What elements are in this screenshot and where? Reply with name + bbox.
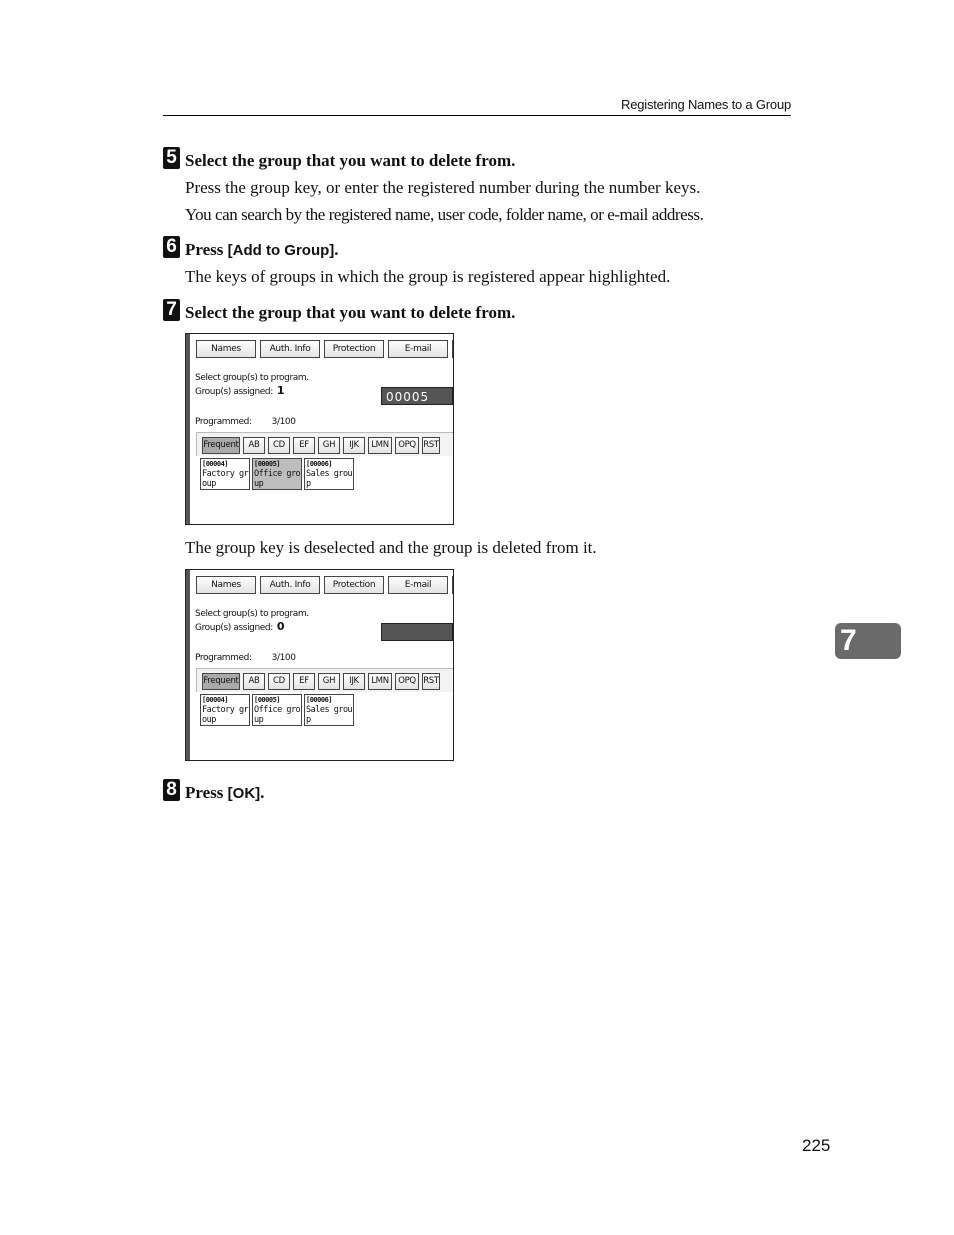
group-key-factory[interactable]: [200, 694, 250, 726]
screen-after: [185, 569, 454, 761]
add-to-group-key: [Add to Group]: [227, 242, 335, 259]
tab-more[interactable]: [452, 340, 454, 358]
screen-before: [185, 333, 454, 525]
group-key-line1: Factory gr: [202, 469, 249, 479]
registration-number-display: [381, 623, 453, 641]
group-key-office[interactable]: [252, 694, 302, 726]
groups-assigned-count: 1: [276, 384, 285, 397]
programmed-row: [195, 653, 296, 663]
group-key-number: [00005]: [254, 460, 281, 468]
tab-names[interactable]: Names: [196, 340, 256, 358]
tab-email[interactable]: E-mail: [388, 576, 448, 594]
tab-auth-info[interactable]: Auth. Info: [260, 576, 320, 594]
groups-assigned-row: [195, 620, 284, 633]
group-key-number: [00004]: [202, 696, 229, 704]
key-ijk[interactable]: IJK: [343, 673, 365, 690]
groups-assigned-label: Group(s) assigned:: [195, 623, 273, 633]
page-number: 225: [802, 1136, 831, 1155]
step-7-title: Select the group that you want to delete from.: [185, 303, 516, 322]
key-opq[interactable]: OPQ: [395, 673, 419, 690]
group-key-line1: Sales grou: [306, 705, 353, 715]
group-key-line1: Office gro: [254, 469, 301, 479]
group-key-line2: up: [254, 715, 264, 725]
tab-protection[interactable]: Protection: [324, 340, 384, 358]
tab-more[interactable]: [452, 576, 454, 594]
step-5-text-2: You can search by the registered name, user code, folder name, or e-mail address.: [185, 205, 704, 224]
group-key-line1: Sales grou: [306, 469, 353, 479]
programmed-row: [195, 417, 296, 427]
key-cd[interactable]: CD: [268, 437, 290, 454]
select-groups-label: Select group(s) to program.: [195, 373, 309, 383]
step-6-title: [185, 240, 339, 260]
tab-names[interactable]: Names: [196, 576, 256, 594]
programmed-value: 3/100: [271, 417, 296, 427]
header-title: Registering Names to a Group: [621, 97, 791, 112]
step-6-prefix: Press: [185, 240, 228, 259]
key-ef[interactable]: EF: [293, 437, 315, 454]
step-5-title: Select the group that you want to delete from.: [185, 151, 516, 170]
title-key-row: [196, 668, 454, 692]
group-key-line1: Factory gr: [202, 705, 249, 715]
select-groups-label: Select group(s) to program.: [195, 609, 309, 619]
key-frequent[interactable]: Frequent: [202, 673, 240, 690]
key-ab[interactable]: AB: [243, 437, 265, 454]
group-key-line2: oup: [202, 715, 216, 725]
group-key-number: [00006]: [306, 696, 333, 704]
key-rst[interactable]: RST: [422, 673, 440, 690]
key-ijk[interactable]: IJK: [343, 437, 365, 454]
key-gh[interactable]: GH: [318, 673, 340, 690]
group-key-sales[interactable]: [304, 458, 354, 490]
group-key-number: [00004]: [202, 460, 229, 468]
key-gh[interactable]: GH: [318, 437, 340, 454]
tab-auth-info[interactable]: Auth. Info: [260, 340, 320, 358]
programmed-label: Programmed:: [195, 653, 252, 663]
step-8-title: [185, 783, 264, 803]
group-key-line2: p: [306, 479, 311, 489]
key-rst[interactable]: RST: [422, 437, 440, 454]
key-lmn[interactable]: LMN: [368, 673, 392, 690]
title-key-row: [196, 432, 454, 456]
tab-bar: [196, 576, 454, 594]
group-key-line2: p: [306, 715, 311, 725]
step-6-suffix: .: [334, 240, 339, 259]
chapter-tab: 7: [835, 623, 901, 659]
running-header: [163, 96, 791, 116]
tab-protection[interactable]: Protection: [324, 576, 384, 594]
group-key-sales[interactable]: [304, 694, 354, 726]
key-ab[interactable]: AB: [243, 673, 265, 690]
group-key-number: [00005]: [254, 696, 281, 704]
group-key-office-selected[interactable]: [252, 458, 302, 490]
programmed-label: Programmed:: [195, 417, 252, 427]
step-5-text-1: Press the group key, or enter the registered number during the number keys.: [185, 178, 701, 197]
step-number-5: 5: [163, 147, 180, 169]
key-ef[interactable]: EF: [293, 673, 315, 690]
step-6-text-1: The keys of groups in which the group is registered appear highlighted.: [185, 267, 671, 286]
tab-bar: [196, 340, 454, 358]
key-frequent[interactable]: Frequent: [202, 437, 240, 454]
key-cd[interactable]: CD: [268, 673, 290, 690]
ok-key: [OK]: [227, 785, 261, 802]
step-8-prefix: Press: [185, 783, 228, 802]
step-number-7: 7: [163, 299, 180, 321]
group-key-factory[interactable]: [200, 458, 250, 490]
step-number-8: 8: [163, 779, 180, 801]
programmed-value: 3/100: [271, 653, 296, 663]
key-lmn[interactable]: LMN: [368, 437, 392, 454]
group-key-line2: oup: [202, 479, 216, 489]
step-7-text-1: The group key is deselected and the group is deleted from it.: [185, 538, 597, 557]
key-opq[interactable]: OPQ: [395, 437, 419, 454]
step-number-6: 6: [163, 236, 180, 258]
registration-number-display: 00005: [381, 387, 453, 405]
tab-email[interactable]: E-mail: [388, 340, 448, 358]
group-key-line1: Office gro: [254, 705, 301, 715]
group-key-line2: up: [254, 479, 264, 489]
groups-assigned-count: 0: [276, 620, 285, 633]
group-key-number: [00006]: [306, 460, 333, 468]
groups-assigned-label: Group(s) assigned:: [195, 387, 273, 397]
groups-assigned-row: [195, 384, 284, 397]
step-8-suffix: .: [260, 783, 265, 802]
